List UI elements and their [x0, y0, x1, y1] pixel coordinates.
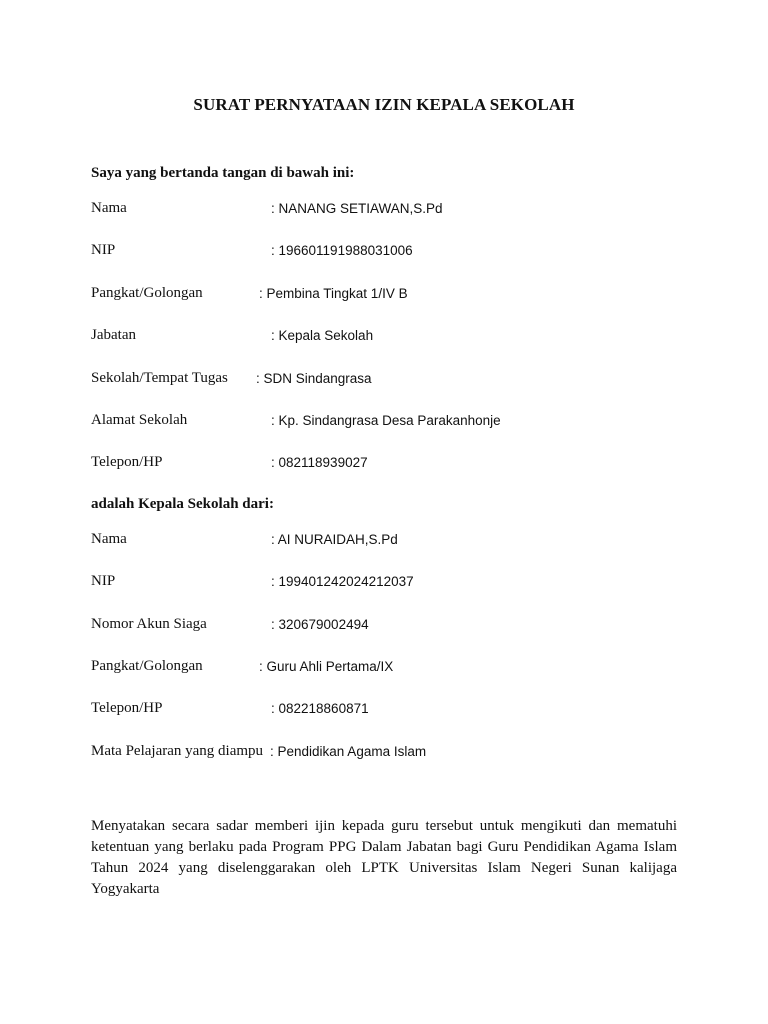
section-heading-teacher: adalah Kepala Sekolah dari: [91, 496, 274, 512]
field-row-teacher-nip [91, 573, 691, 593]
document-title: SURAT PERNYATAAN IZIN KEPALA SEKOLAH [193, 95, 575, 114]
field-row-teacher-subject [91, 743, 691, 763]
field-label: Alamat Sekolah [91, 412, 188, 428]
field-row-principal-name [91, 200, 691, 220]
field-value: : NANANG SETIAWAN,S.Pd [271, 201, 443, 216]
field-label: NIP [91, 242, 116, 258]
field-row-teacher-rank [91, 658, 691, 678]
field-value: : 320679002494 [271, 617, 369, 632]
field-row-principal-rank [91, 285, 691, 305]
field-value: : AI NURAIDAH,S.Pd [271, 532, 398, 547]
field-row-principal-school [91, 370, 691, 390]
field-value: : 082218860871 [271, 701, 369, 716]
field-row-principal-school-address [91, 412, 691, 432]
field-label: Pangkat/Golongan [91, 285, 203, 301]
field-label: Telepon/HP [91, 454, 163, 470]
field-value: : 199401242024212037 [271, 574, 414, 589]
field-value: : Pembina Tingkat 1/IV B [259, 286, 408, 301]
field-label: Mata Pelajaran yang diampu [91, 743, 264, 759]
field-value: : 196601191988031006 [271, 243, 413, 258]
field-label: Telepon/HP [91, 700, 163, 716]
field-label: Jabatan [91, 327, 136, 343]
field-value: : SDN Sindangrasa [256, 371, 372, 386]
field-row-teacher-siaga-account [91, 616, 691, 636]
field-value: : 082118939027 [271, 455, 368, 470]
statement-paragraph: Menyatakan secara sadar memberi ijin kepada guru tersebut untuk mengikuti dan mematuhi ketentuan yang berlaku pada Program PPG Dalam Jabatan bagi Guru Pendidikan Agama Islam Tahun 2024 yang diselenggarakan oleh LPTK Universitas Islam Negeri Sunan kalijaga Yogyakarta [91, 818, 677, 897]
field-row-principal-phone [91, 454, 691, 474]
field-row-principal-nip [91, 242, 691, 262]
field-value: : Pendidikan Agama Islam [270, 744, 427, 759]
field-label: Nomor Akun Siaga [91, 616, 207, 632]
section-heading-signer: Saya yang bertanda tangan di bawah ini: [91, 165, 355, 181]
field-row-teacher-name [91, 531, 691, 551]
field-value: : Kepala Sekolah [271, 328, 374, 343]
field-label: Sekolah/Tempat Tugas [91, 370, 228, 386]
field-label: Nama [91, 531, 127, 547]
field-label: NIP [91, 573, 116, 589]
field-label: Pangkat/Golongan [91, 658, 203, 674]
field-row-teacher-phone [91, 700, 691, 720]
field-value: : Kp. Sindangrasa Desa Parakanhonje [271, 413, 501, 428]
field-value: : Guru Ahli Pertama/IX [259, 659, 394, 674]
field-label: Nama [91, 200, 127, 216]
field-row-principal-position [91, 327, 691, 347]
